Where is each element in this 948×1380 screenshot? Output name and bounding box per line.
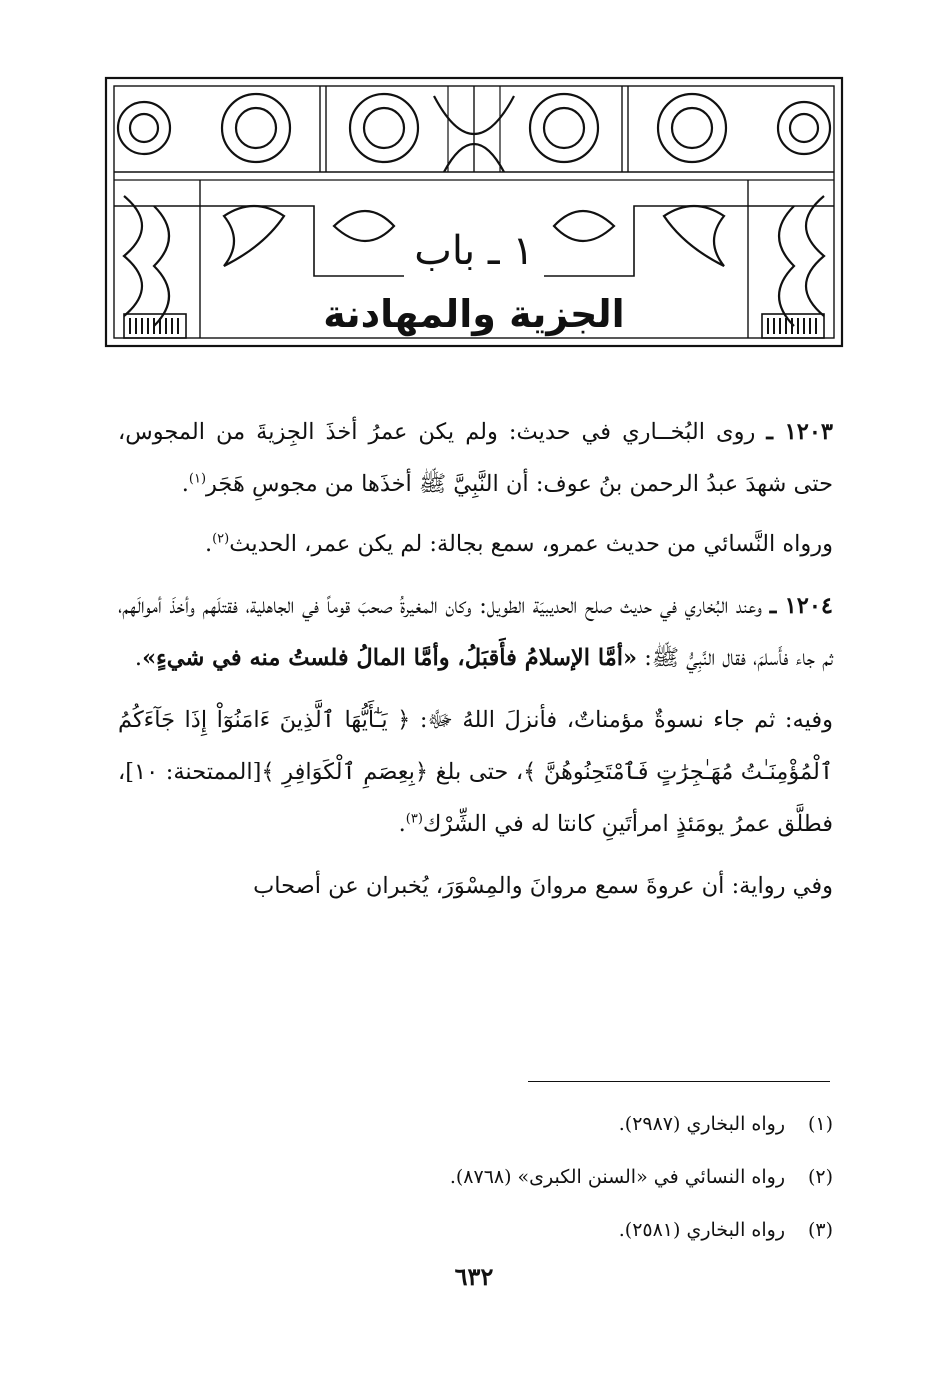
chapter-title: الجزية والمهادنة (323, 292, 625, 336)
paragraph-tail: . (204, 531, 213, 557)
footnote-number: (١) (807, 1113, 833, 1135)
paragraph-text: وفيه: ثم جاء نسوةٌ مؤمناتٌ، فأنزلَ اللهُ ﷻ: ﴿ يَـٰٓأَيُّهَا ٱلَّذِينَ ءَامَنُوٓاْ إِذَا جَآءَكُمُ ٱلْمُؤْمِنَـٰتُ مُهَـٰجِرَٰتٍ فَٱمْتَحِنُوهُنَّ ﴾، حتى بلغ ﴿بِعِصَمِ ٱلْكَوَافِرِ ﴾[الممتحنة: ١٠]، فطلَّق عمرُ يومَئذٍ امرأتَينِ كانتا له في الشِّرْك (118, 707, 833, 837)
footnote-item (118, 1098, 833, 1151)
paragraph-text: وفي رواية: أن عروةَ سمع مروانَ والمِسْوَرَ، يُخبران عن أصحاب (253, 873, 833, 899)
footnote-item (118, 1151, 833, 1204)
paragraph-tail: . (134, 645, 143, 671)
footnote-number: (٢) (807, 1166, 833, 1188)
hadith-number: ١٢٠٤ ـ (769, 593, 833, 619)
footnote-text: رواه النسائي في «السنن الكبرى» (٨٧٦٨). (449, 1166, 785, 1188)
footnote-marker[interactable]: (١) (188, 471, 207, 487)
chapter-number: ١ ـ باب (414, 228, 534, 274)
medallion (118, 102, 170, 154)
hadith-paragraph (118, 694, 833, 850)
paragraph-text: روى البُخــاري في حديث: ولم يكن عمرُ أخذَ الجِزيةَ من المجوس، حتى شهدَ عبدُ الرحمن بنُ عوف: أن النَّبِيَّ ﷺ أخذَها من مجوسِ هَجَر (118, 419, 833, 497)
hadith-paragraph (118, 518, 833, 570)
footnote-marker[interactable]: (٣) (405, 811, 423, 827)
hadith-paragraph (118, 580, 833, 684)
paragraph-text: ورواه النَّسائي من حديث عمرو، سمع بجالة: لم يكن عمر، الحديث (229, 531, 833, 557)
hadith-paragraph (118, 406, 833, 510)
paragraph-tail: . (181, 471, 189, 497)
footnote-marker[interactable]: (٢) (212, 531, 230, 547)
footnotes (118, 1098, 833, 1257)
footnote-item (118, 1204, 833, 1257)
footnote-text: رواه البخاري (٢٩٨٧). (618, 1113, 785, 1135)
body-text (118, 406, 833, 922)
hadith-number: ١٢٠٣ ـ (766, 419, 833, 445)
hadith-paragraph (118, 860, 833, 912)
paragraph-text: وعند البُخاري في حديث صلح الحديبيَة الطويل: وكان المغيرةُ صحبَ قوماً في الجاهلية، فقتلَهم وأخذَ أموالَهم، ثم جاء فأَسلمَ، فقال النَّبِيُّ ﷺ: (118, 593, 833, 671)
paragraph-tail: . (398, 811, 406, 837)
footnote-text: رواه البخاري (٢٥٨١). (618, 1219, 785, 1241)
page-number: ٦٣٢ (454, 1262, 494, 1291)
footnote-separator (528, 1081, 830, 1082)
footnote-number: (٣) (807, 1219, 833, 1241)
prophet-quote: «أمَّا الإسلامُ فأَقبَلُ، وأمَّا المالُ فلستُ منه في شيءٍ» (142, 645, 638, 671)
